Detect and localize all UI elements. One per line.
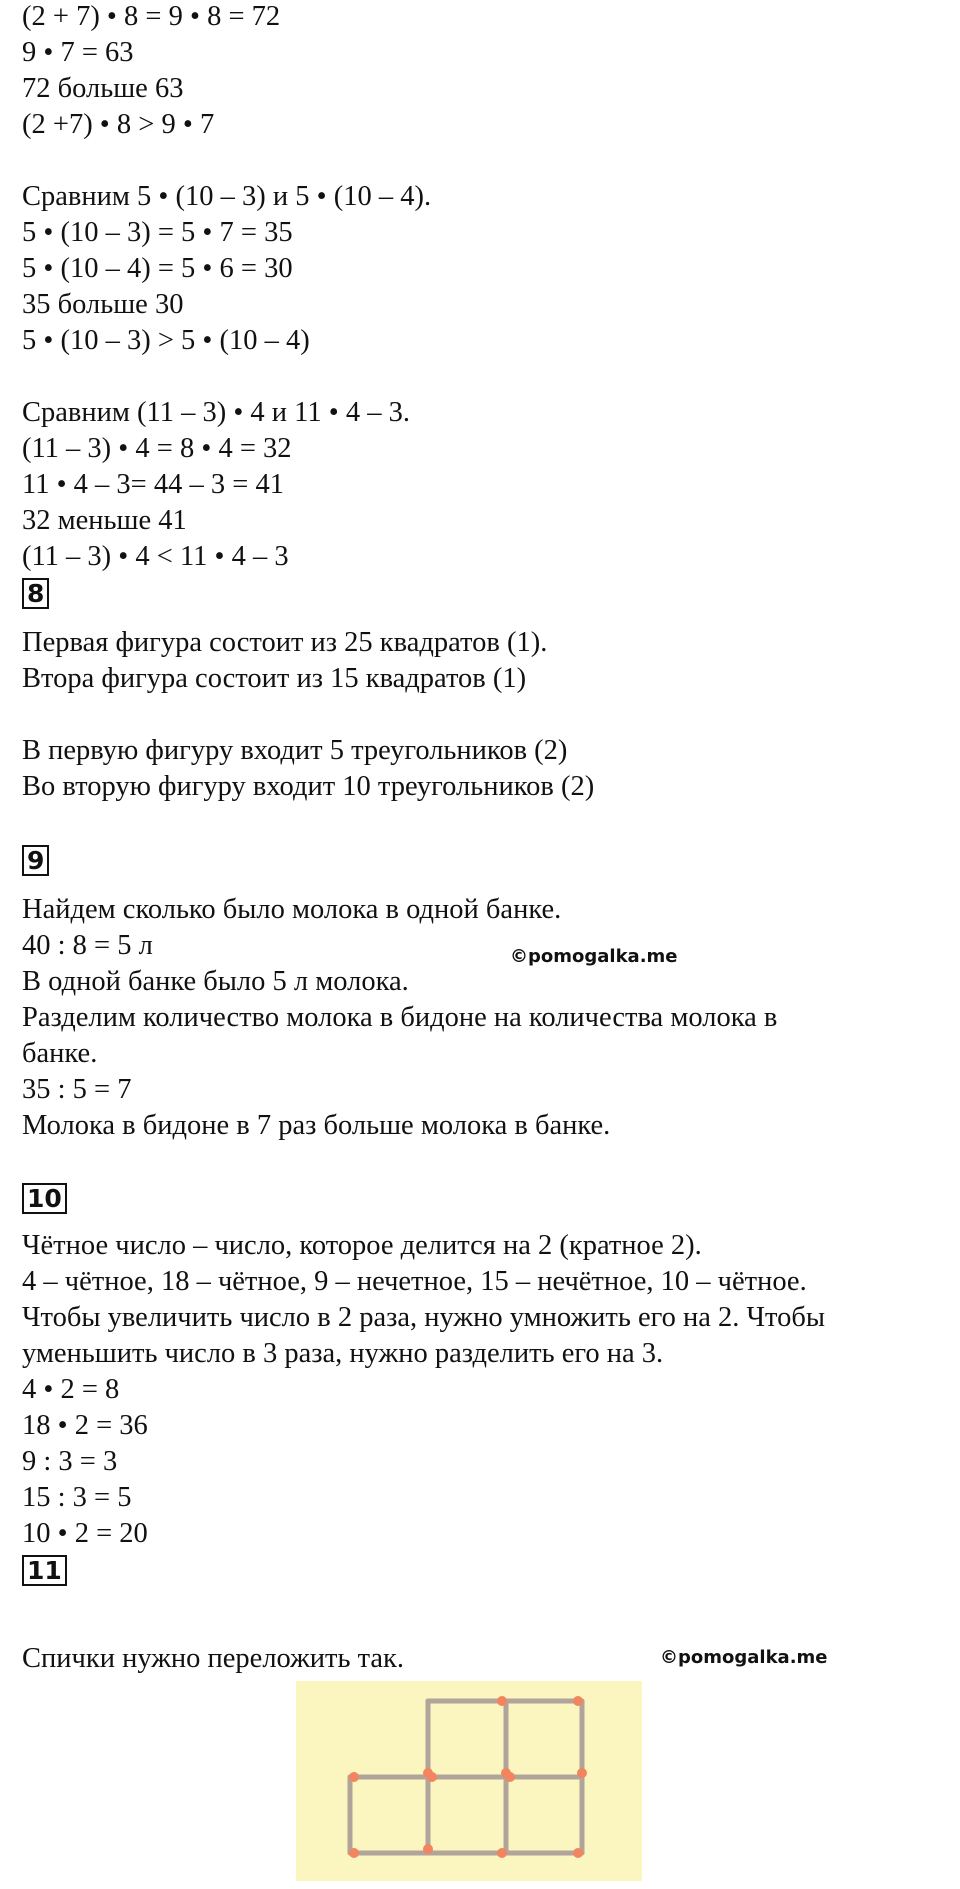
task9-line: В одной банке было 5 л молока. xyxy=(22,966,409,997)
match-head xyxy=(423,1844,433,1854)
task9-line: Разделим количество молока в бидоне на количества молока в xyxy=(22,1002,778,1033)
match-head xyxy=(505,1772,515,1782)
comparison-text: 35 больше 30 xyxy=(22,289,184,320)
comparison-result: 5 • (10 – 3) > 5 • (10 – 4) xyxy=(22,325,310,356)
match-head xyxy=(573,1696,583,1706)
task9-line: Найдем сколько было молока в одной банке. xyxy=(22,894,562,925)
task-number-8: 8 xyxy=(22,578,49,609)
task-number-11: 11 xyxy=(22,1555,67,1586)
task10-line: Чтобы увеличить число в 2 раза, нужно умножить его на 2. Чтобы xyxy=(22,1302,825,1333)
task8-line: Втора фигура состоит из 15 квадратов (1) xyxy=(22,663,527,694)
task10-line: 4 • 2 = 8 xyxy=(22,1374,120,1405)
task10-line: уменьшить число в 3 раза, нужно разделить его на 3. xyxy=(22,1338,664,1369)
task10-line: 4 – чётное, 18 – чётное, 9 – нечетное, 15 – нечётное, 10 – чётное. xyxy=(22,1266,807,1297)
compare-heading: Сравним 5 • (10 – 3) и 5 • (10 – 4). xyxy=(22,181,432,212)
comparison-result: (2 +7) • 8 > 9 • 7 xyxy=(22,109,215,140)
matchstick-figure xyxy=(296,1681,642,1881)
watermark: ©pomogalka.me xyxy=(510,946,678,967)
match-head xyxy=(573,1848,583,1858)
task8-line: Первая фигура состоит из 25 квадратов (1). xyxy=(22,627,548,658)
watermark: ©pomogalka.me xyxy=(660,1647,828,1668)
task9-line: 40 : 8 = 5 л xyxy=(22,930,153,961)
task8-line: В первую фигуру входит 5 треугольников (2) xyxy=(22,735,568,766)
task10-line: 18 • 2 = 36 xyxy=(22,1410,148,1441)
equation-line: 5 • (10 – 3) = 5 • 7 = 35 xyxy=(22,217,293,248)
task9-line: банке. xyxy=(22,1038,98,1069)
comparison-text: 72 больше 63 xyxy=(22,73,184,104)
task-number-9: 9 xyxy=(22,845,49,876)
task8-line: Во вторую фигуру входит 10 треугольников (2) xyxy=(22,771,595,802)
equation-line: (2 + 7) • 8 = 9 • 8 = 72 xyxy=(22,1,281,32)
equation-line: 9 • 7 = 63 xyxy=(22,37,134,68)
match-head xyxy=(497,1696,507,1706)
match-head xyxy=(497,1848,507,1858)
task10-line: 15 : 3 = 5 xyxy=(22,1482,132,1513)
equation-line: 11 • 4 – 3= 44 – 3 = 41 xyxy=(22,469,284,500)
equation-line: 5 • (10 – 4) = 5 • 6 = 30 xyxy=(22,253,293,284)
match-head xyxy=(577,1768,587,1778)
match-head xyxy=(349,1848,359,1858)
task9-line: Молока в бидоне в 7 раз больше молока в банке. xyxy=(22,1110,611,1141)
task11-line: Спички нужно переложить так. xyxy=(22,1643,405,1674)
compare-heading: Сравним (11 – 3) • 4 и 11 • 4 – 3. xyxy=(22,397,410,428)
comparison-result: (11 – 3) • 4 < 11 • 4 – 3 xyxy=(22,541,289,572)
task10-line: Чётное число – число, которое делится на 2 (кратное 2). xyxy=(22,1230,702,1261)
task9-line: 35 : 5 = 7 xyxy=(22,1074,132,1105)
comparison-text: 32 меньше 41 xyxy=(22,505,187,536)
task-number-10: 10 xyxy=(22,1183,67,1214)
match-head xyxy=(427,1772,437,1782)
equation-line: (11 – 3) • 4 = 8 • 4 = 32 xyxy=(22,433,292,464)
task10-line: 9 : 3 = 3 xyxy=(22,1446,118,1477)
task10-line: 10 • 2 = 20 xyxy=(22,1518,148,1549)
match-head xyxy=(349,1772,359,1782)
